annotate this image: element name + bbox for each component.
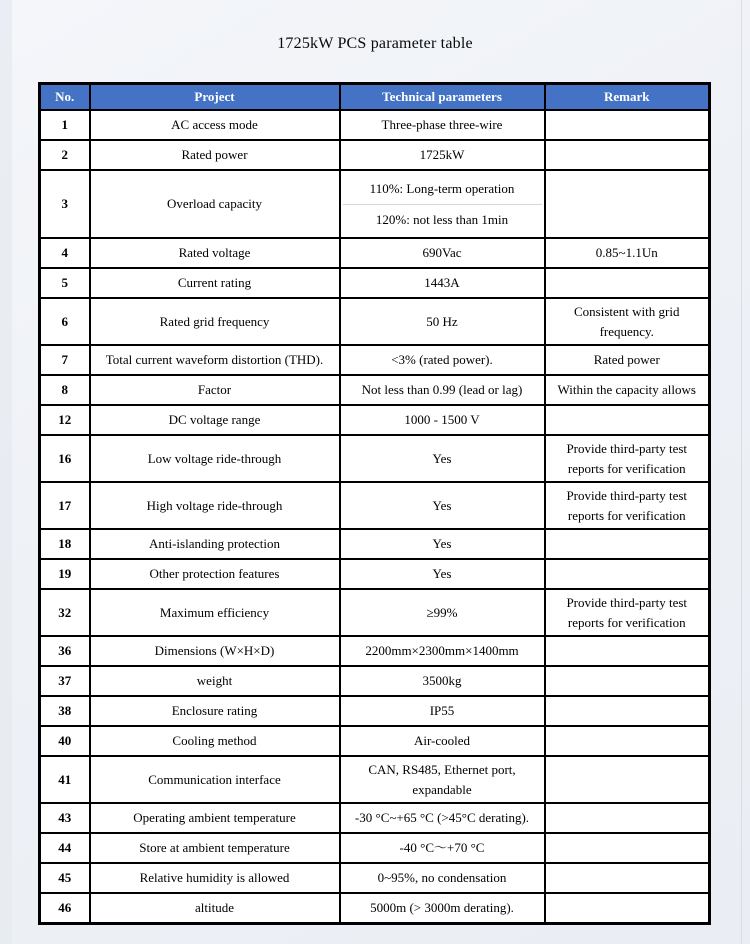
cell-project: Maximum efficiency (90, 589, 340, 636)
cell-remark (545, 170, 710, 238)
table-row (40, 559, 710, 589)
cell-params: 5000m (> 3000m derating). (340, 893, 545, 924)
table-row (40, 345, 710, 375)
cell-project: Relative humidity is allowed (90, 863, 340, 893)
cell-remark (545, 756, 710, 803)
cell-project: Operating ambient temperature (90, 803, 340, 833)
cell-params: Not less than 0.99 (lead or lag) (340, 375, 545, 405)
cell-no: 41 (40, 756, 90, 803)
cell-no: 44 (40, 833, 90, 863)
cell-project: DC voltage range (90, 405, 340, 435)
cell-remark: Provide third-party test reports for verification (545, 482, 710, 529)
cell-params: <3% (rated power). (340, 345, 545, 375)
cell-params: CAN, RS485, Ethernet port, expandable (340, 756, 545, 803)
cell-no: 46 (40, 893, 90, 924)
cell-no: 2 (40, 140, 90, 170)
cell-project: altitude (90, 893, 340, 924)
table-row (40, 298, 710, 345)
cell-params: 50 Hz (340, 298, 545, 345)
cell-project: Anti-islanding protection (90, 529, 340, 559)
cell-project: Cooling method (90, 726, 340, 756)
cell-no: 18 (40, 529, 90, 559)
cell-no: 19 (40, 559, 90, 589)
cell-project: Factor (90, 375, 340, 405)
cell-no: 5 (40, 268, 90, 298)
cell-remark: Rated power (545, 345, 710, 375)
cell-no: 17 (40, 482, 90, 529)
cell-remark (545, 893, 710, 924)
cell-params: Three-phase three-wire (340, 110, 545, 140)
cell-remark (545, 140, 710, 170)
cell-params: Yes (340, 482, 545, 529)
cell-project: Low voltage ride-through (90, 435, 340, 482)
cell-remark: 0.85~1.1Un (545, 238, 710, 268)
cell-remark (545, 833, 710, 863)
cell-remark: Consistent with grid frequency. (545, 298, 710, 345)
param-sub-row: 120%: not less than 1min (343, 204, 542, 235)
cell-project: weight (90, 666, 340, 696)
table-row (40, 268, 710, 298)
column-header-remark: Remark (545, 84, 710, 111)
cell-project: Other protection features (90, 559, 340, 589)
cell-params: 1725kW (340, 140, 545, 170)
table-row (40, 636, 710, 666)
cell-project: Current rating (90, 268, 340, 298)
cell-project: AC access mode (90, 110, 340, 140)
cell-remark (545, 696, 710, 726)
cell-project: Communication interface (90, 756, 340, 803)
cell-project: Enclosure rating (90, 696, 340, 726)
table-row (40, 589, 710, 636)
cell-project: Dimensions (W×H×D) (90, 636, 340, 666)
table-row (40, 726, 710, 756)
cell-no: 16 (40, 435, 90, 482)
cell-no: 1 (40, 110, 90, 140)
cell-remark (545, 268, 710, 298)
cell-no: 4 (40, 238, 90, 268)
cell-no: 32 (40, 589, 90, 636)
cell-no: 6 (40, 298, 90, 345)
cell-params: Yes (340, 529, 545, 559)
column-header-params: Technical parameters (340, 84, 545, 111)
cell-no: 36 (40, 636, 90, 666)
cell-remark (545, 559, 710, 589)
cell-no: 38 (40, 696, 90, 726)
table-row (40, 405, 710, 435)
column-header-no: No. (40, 84, 90, 111)
cell-remark (545, 405, 710, 435)
cell-params: ≥99% (340, 589, 545, 636)
table-row (40, 435, 710, 482)
cell-params: 2200mm×2300mm×1400mm (340, 636, 545, 666)
cell-params: -30 °C~+65 °C (>45°C derating). (340, 803, 545, 833)
pcs-parameter-table (38, 82, 711, 925)
cell-remark: Provide third-party test reports for verification (545, 589, 710, 636)
cell-params (340, 170, 545, 238)
table-body (40, 110, 710, 924)
table-row (40, 863, 710, 893)
cell-remark (545, 803, 710, 833)
cell-params: -40 °C～+70 °C (340, 833, 545, 863)
header-row (40, 84, 710, 111)
page-title: 1725kW PCS parameter table (277, 35, 473, 52)
table-row (40, 482, 710, 529)
cell-no: 12 (40, 405, 90, 435)
table-row (40, 140, 710, 170)
cell-params: 1443A (340, 268, 545, 298)
cell-remark: Within the capacity allows (545, 375, 710, 405)
cell-project: Rated power (90, 140, 340, 170)
cell-params: 1000 - 1500 V (340, 405, 545, 435)
cell-params: Air-cooled (340, 726, 545, 756)
cell-no: 37 (40, 666, 90, 696)
cell-remark (545, 110, 710, 140)
cell-project: Store at ambient temperature (90, 833, 340, 863)
table-row (40, 893, 710, 924)
cell-params: Yes (340, 435, 545, 482)
cell-params: IP55 (340, 696, 545, 726)
table-row (40, 833, 710, 863)
cell-params: 690Vac (340, 238, 545, 268)
cell-params: 0~95%, no condensation (340, 863, 545, 893)
cell-project: High voltage ride-through (90, 482, 340, 529)
cell-no: 40 (40, 726, 90, 756)
cell-params: 3500kg (340, 666, 545, 696)
column-header-project: Project (90, 84, 340, 111)
table-row (40, 170, 710, 238)
table-row (40, 529, 710, 559)
cell-remark (545, 529, 710, 559)
table-row (40, 756, 710, 803)
cell-remark: Provide third-party test reports for verification (545, 435, 710, 482)
cell-project: Total current waveform distortion (THD). (90, 345, 340, 375)
cell-project: Rated voltage (90, 238, 340, 268)
table-row (40, 666, 710, 696)
cell-remark (545, 863, 710, 893)
cell-remark (545, 636, 710, 666)
param-sub-row: 110%: Long-term operation (369, 181, 515, 196)
table-row (40, 696, 710, 726)
cell-remark (545, 666, 710, 696)
cell-no: 7 (40, 345, 90, 375)
cell-no: 45 (40, 863, 90, 893)
table-row (40, 803, 710, 833)
table-header (40, 84, 710, 111)
cell-no: 3 (40, 170, 90, 238)
cell-remark (545, 726, 710, 756)
cell-no: 43 (40, 803, 90, 833)
cell-project: Overload capacity (90, 170, 340, 238)
table-row (40, 238, 710, 268)
table-row (40, 110, 710, 140)
cell-no: 8 (40, 375, 90, 405)
cell-project: Rated grid frequency (90, 298, 340, 345)
cell-params: Yes (340, 559, 545, 589)
table-row (40, 375, 710, 405)
